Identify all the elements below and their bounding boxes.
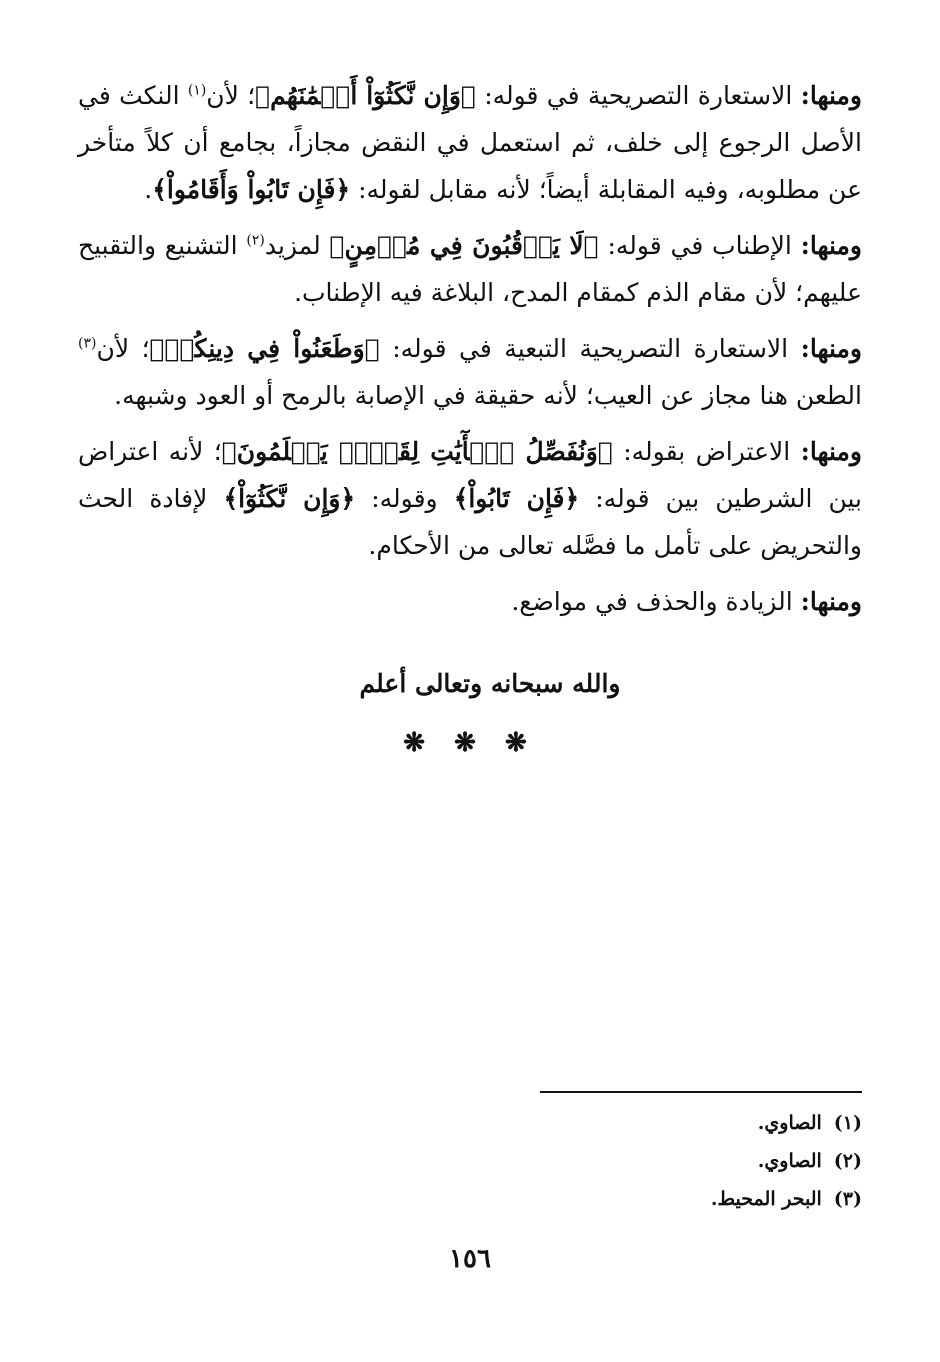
paragraph-text: التشنيع والتقبيح عليهم؛ لأن مقام الذم كمقام المدح، البلاغة فيه الإطناب. xyxy=(78,231,862,307)
paragraph-lead: ومنها: xyxy=(800,334,862,363)
paragraph-text: لمزيد xyxy=(264,231,330,260)
paragraph-4 xyxy=(78,428,862,569)
footnote-number: (٣) xyxy=(833,1188,862,1210)
paragraph-text: الاعتراض بقوله: xyxy=(612,437,801,466)
paragraph-text: النكث في الأصل الرجوع إلى خلف، ثم استعمل في النقض مجازاً، بجامع أن كلاً متأخر عن مطلوبه، وفيه المقابلة أيضاً؛ لأنه مقابل لقوله: xyxy=(78,81,862,204)
quran-verse: ﴿وَإِن نَّكَثُوٓاْ﴾ xyxy=(223,484,356,513)
footnote-number: (٢) xyxy=(833,1150,862,1172)
paragraph-1 xyxy=(78,72,862,213)
section-separator: ❋ ❋ ❋ xyxy=(403,728,537,758)
paragraph-text: ؛ لأن xyxy=(206,81,256,110)
paragraph-lead: ومنها: xyxy=(800,81,862,110)
paragraph-text: . xyxy=(144,175,153,204)
footnote-item xyxy=(540,1104,862,1142)
footnote-text: الصاوي. xyxy=(757,1150,822,1172)
paragraph-text: لإفادة الحث والتحريض على تأمل ما فصَّله تعالى من الأحكام. xyxy=(78,484,862,560)
quran-verse: ﴿وَنُفَصِّلُ ٱلۡأٓيَٰتِ لِقَوۡمٖ يَعۡلَمُونَ﴾ xyxy=(221,437,613,466)
footnote-text: الصاوي. xyxy=(757,1112,822,1134)
footnote-ref: (٣) xyxy=(78,335,97,352)
quran-verse: ﴿وَإِن نَّكَثُوٓاْ أَيۡمَٰنَهُم﴾ xyxy=(255,81,476,110)
paragraph-lead: ومنها: xyxy=(800,437,862,466)
paragraph-text: الطعن هنا مجاز عن العيب؛ لأنه حقيقة في الإصابة بالرمح أو العود وشبهه. xyxy=(114,381,862,410)
paragraph-text: ؛ لأن xyxy=(96,334,150,363)
footnotes xyxy=(540,1104,862,1218)
quran-verse: ﴿فَإِن تَابُواْ﴾ xyxy=(453,484,580,513)
paragraph-text: الإطناب في قوله: xyxy=(598,231,801,260)
footnote-divider xyxy=(540,1091,862,1093)
closing-line xyxy=(0,664,940,704)
paragraph-text: الزيادة والحذف في مواضع. xyxy=(511,587,801,616)
closing-text: والله سبحانه وتعالى أعلم xyxy=(359,669,621,698)
footnote-number: (١) xyxy=(833,1112,862,1134)
paragraph-2 xyxy=(78,222,862,316)
footnote-ref: (١) xyxy=(187,82,207,99)
quran-verse: ﴿لَا يَرۡقُبُونَ فِي مُؤۡمِنٍ﴾ xyxy=(329,231,599,260)
quran-verse: ﴿فَإِن تَابُواْ وَأَقَامُواْ﴾ xyxy=(152,175,351,204)
paragraph-lead: ومنها: xyxy=(800,587,862,616)
page-number: ١٥٦ xyxy=(449,1244,491,1274)
footnote-item xyxy=(540,1142,862,1180)
paragraph-3 xyxy=(78,325,862,419)
paragraph-text: الاستعارة التصريحية التبعية في قوله: xyxy=(379,334,801,363)
paragraph-text: ؛ لأنه اعتراض بين الشرطين بين قوله: xyxy=(78,437,862,513)
footnote-ref: (٢) xyxy=(246,232,265,249)
paragraph-lead: ومنها: xyxy=(800,231,862,260)
footnote-item xyxy=(540,1180,862,1218)
quran-verse: ﴿وَطَعَنُواْ فِي دِينِكُمۡ﴾ xyxy=(149,334,380,363)
paragraph-text: الاستعارة التصريحية في قوله: xyxy=(475,81,801,110)
paragraph-text: وقوله: xyxy=(355,484,454,513)
main-text xyxy=(78,72,862,634)
footnote-text: البحر المحيط. xyxy=(710,1188,822,1210)
paragraph-5 xyxy=(78,578,862,625)
